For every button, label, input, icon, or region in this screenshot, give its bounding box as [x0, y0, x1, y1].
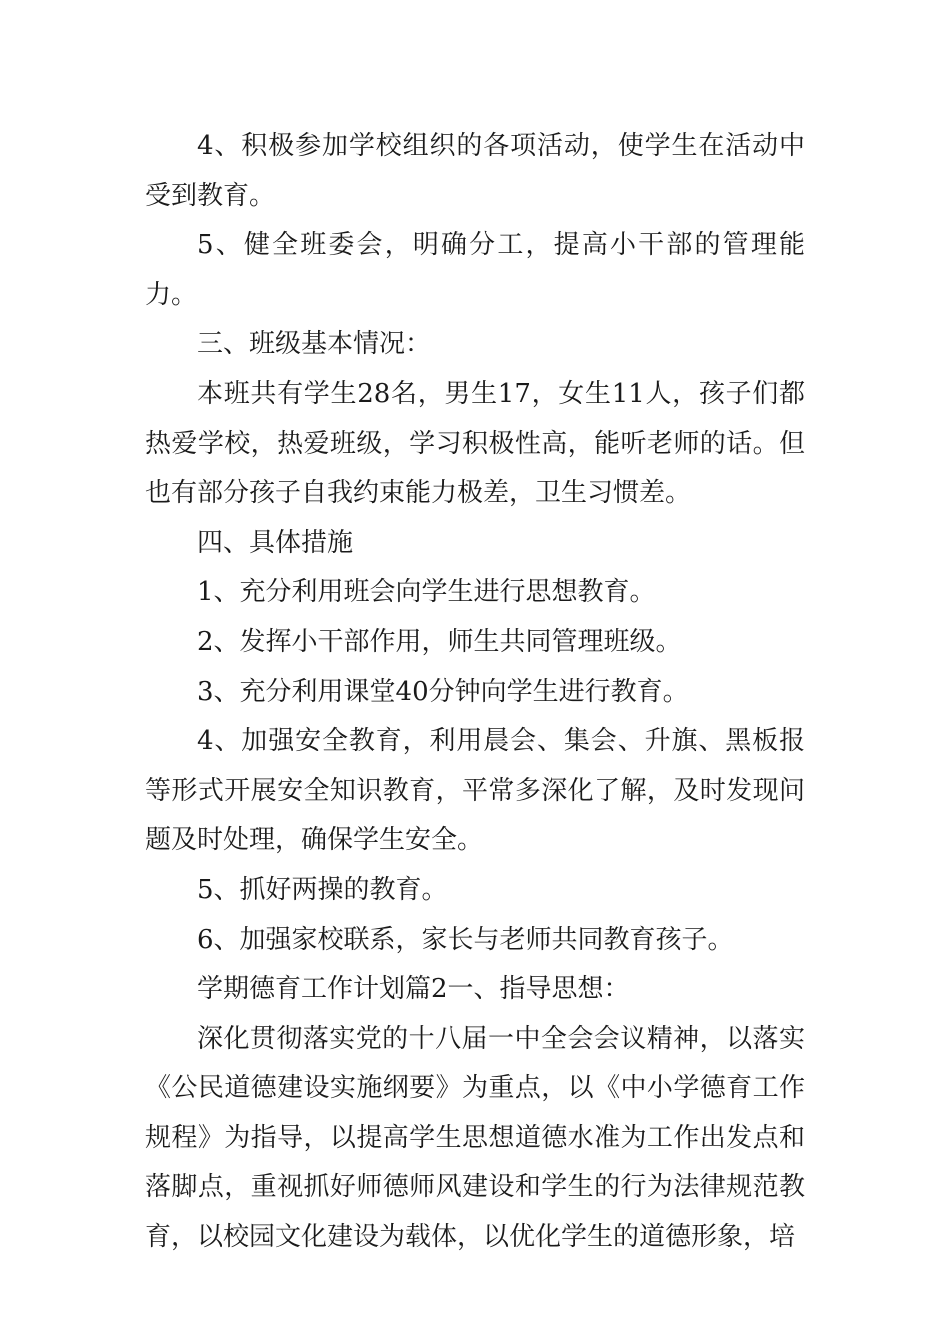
section-heading-class-situation: 三、班级基本情况：	[197, 329, 432, 360]
paragraph-class-situation: 本班共有学生28名，男生17，女生11人，孩子们都热爱学校，热爱班级，学习积极性高，能听老师的话。但也有部分孩子自我约束能力极差，卫生习惯差。	[145, 378, 805, 509]
paragraph-measure-3: 3、充分利用课堂40分钟向学生进行教育。	[197, 676, 689, 707]
document-body	[145, 122, 805, 1263]
paragraph-guiding-ideology: 深化贯彻落实党的十八届一中全会会议精神，以落实《公民道德建设实施纲要》为重点，以《中小学德育工作规程》为指导，以提高学生思想道德水准为工作出发点和落脚点，重视抓好师德师风建设和学生的行为法律规范教育，以校园文化建设为载体，以优化学生的道德形象，培	[145, 1023, 805, 1253]
paragraph-class-committee: 5、健全班委会，明确分工，提高小干部的管理能力。	[145, 230, 805, 310]
section-heading-measures: 四、具体措施	[197, 527, 354, 558]
paragraph-measure-4: 4、加强安全教育，利用晨会、集会、升旗、黑板报等形式开展安全知识教育，平常多深化了解，及时发现问题及时处理，确保学生安全。	[145, 726, 805, 856]
paragraph-measure-6: 6、加强家校联系，家长与老师共同教育孩子。	[197, 924, 734, 955]
paragraph-measure-5: 5、抓好两操的教育。	[197, 874, 448, 905]
paragraph-activities: 4、积极参加学校组织的各项活动，使学生在活动中受到教育。	[145, 131, 805, 211]
section-heading-plan-2: 学期德育工作计划篇2一、指导思想：	[197, 974, 630, 1005]
paragraph-measure-2: 2、发挥小干部作用，师生共同管理班级。	[197, 626, 682, 657]
paragraph-measure-1: 1、充分利用班会向学生进行思想教育。	[197, 577, 656, 608]
